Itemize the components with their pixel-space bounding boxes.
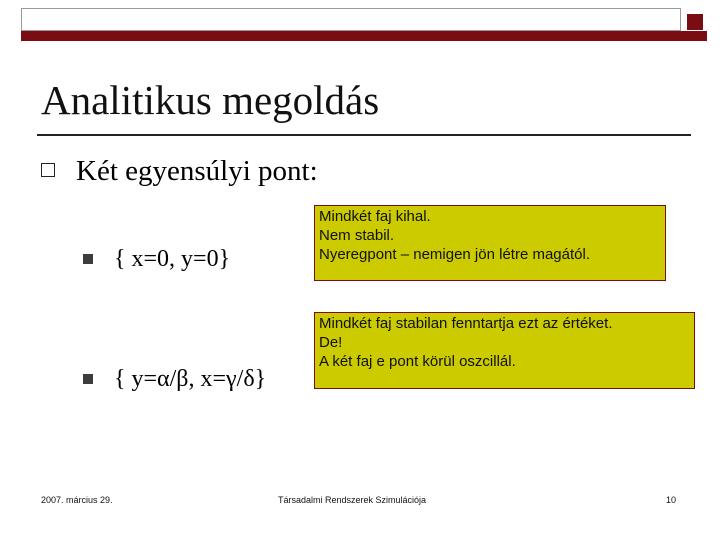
sub-bullet-text-2: { y=α/β, x=γ/δ}	[114, 366, 267, 392]
callout-1-line-3: Nyeregpont – nemigen jön létre magától.	[319, 246, 590, 263]
callout-2-line-2: De!	[319, 334, 343, 351]
callout-2-line-1: Mindkét faj stabilan fenntartja ezt az értéket.	[319, 315, 613, 332]
callout-box-1	[314, 205, 666, 281]
callout-1-line-2: Nem stabil.	[319, 227, 395, 244]
callout-2-line-3: A két faj e pont körül oszcillál.	[319, 353, 516, 370]
footer-page-number: 10	[666, 495, 677, 505]
hollow-square-bullet-icon	[41, 163, 55, 177]
callout-1-line-1: Mindkét faj kihal.	[319, 208, 431, 225]
header-corner-square	[687, 14, 703, 30]
sub-bullet-text-1: { x=0, y=0}	[114, 246, 231, 272]
footer-course: Társadalmi Rendszerek Szimulációja	[278, 495, 427, 505]
footer-date: 2007. március 29.	[41, 495, 113, 505]
main-bullet-text: Két egyensúlyi pont:	[76, 155, 318, 187]
filled-square-bullet-icon	[83, 374, 93, 384]
callout-box-2	[314, 312, 695, 389]
header-bar-fill	[21, 31, 707, 41]
title-divider	[37, 134, 691, 136]
slide-title: Analitikus megoldás	[41, 77, 380, 123]
filled-square-bullet-icon	[83, 254, 93, 264]
header-bar-outline	[21, 8, 681, 31]
